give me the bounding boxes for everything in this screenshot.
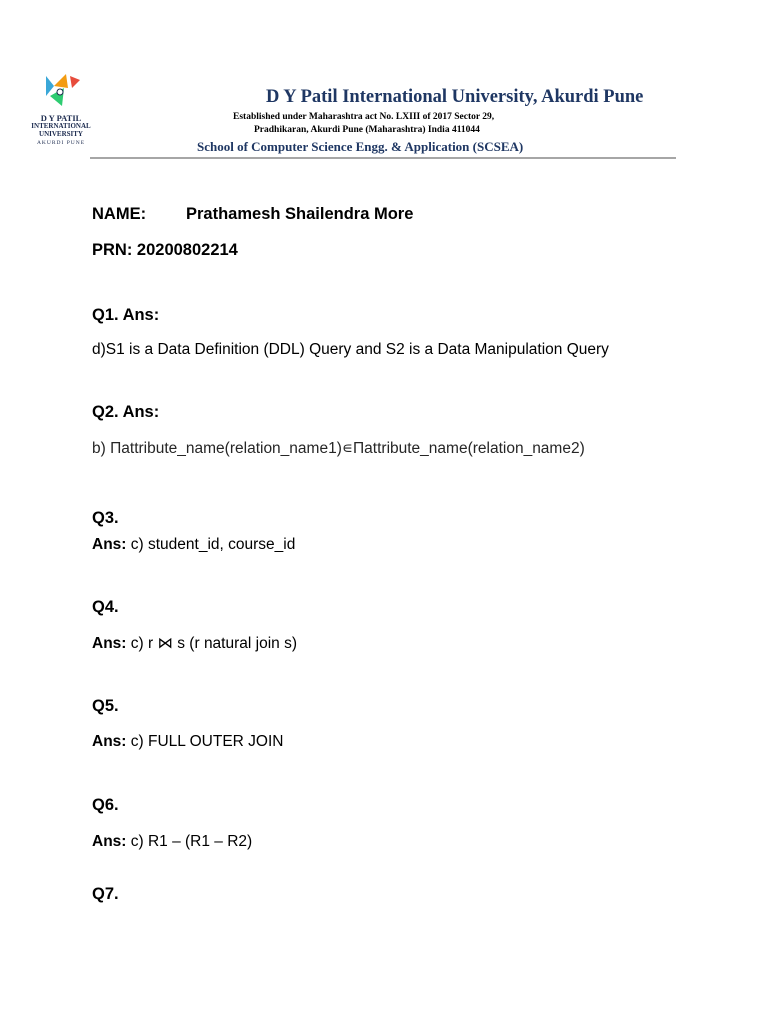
answer-q4: c) r ⋈ s (r natural join s) bbox=[126, 635, 297, 652]
answer-row-q5 bbox=[92, 733, 283, 751]
prn: PRN: 20200802214 bbox=[92, 241, 238, 259]
answer-q1: d)S1 is a Data Definition (DDL) Query and S2 is a Data Manipulation Query bbox=[92, 341, 609, 358]
university-emblem-icon bbox=[40, 72, 84, 112]
question-label-q4: Q4. bbox=[92, 598, 119, 616]
answer-row-q6 bbox=[92, 833, 252, 851]
name-value: Prathamesh Shailendra More bbox=[186, 205, 414, 223]
question-label-q7: Q7. bbox=[92, 885, 119, 903]
establishment-line2: Pradhikaran, Akurdi Pune (Maharashtra) India 411044 bbox=[254, 125, 480, 135]
logo-text-line1: D Y PATIL bbox=[40, 113, 82, 123]
logo-text-line2: INTERNATIONAL bbox=[31, 122, 91, 130]
name-label: NAME: bbox=[92, 205, 147, 223]
ans-label-q4: Ans: bbox=[92, 635, 127, 652]
question-label-q3: Q3. bbox=[92, 509, 119, 527]
university-title: D Y Patil International University, Akurdi Pune bbox=[266, 87, 644, 107]
establishment-line1: Established under Maharashtra act No. LXIII of 2017 Sector 29, bbox=[233, 112, 495, 122]
establishment-info bbox=[233, 111, 494, 137]
question-label-q1: Q1. Ans: bbox=[92, 306, 160, 324]
question-label-q6: Q6. bbox=[92, 796, 119, 814]
school-name: School of Computer Science Engg. & Application (SCSEA) bbox=[197, 139, 524, 154]
answer-q2: b) Πattribute_name(relation_name1)∊Πattribute_name(relation_name2) bbox=[92, 440, 585, 457]
logo-text-line4: AKURDI PUNE bbox=[36, 140, 86, 146]
header-divider bbox=[90, 157, 676, 159]
answer-q5: c) FULL OUTER JOIN bbox=[126, 733, 284, 750]
answer-row-q3 bbox=[92, 536, 295, 554]
question-label-q2: Q2. Ans: bbox=[92, 403, 160, 421]
ans-label-q5: Ans: bbox=[92, 733, 127, 750]
ans-label-q6: Ans: bbox=[92, 833, 127, 850]
answer-q3: c) student_id, course_id bbox=[126, 536, 296, 553]
answer-q6: c) R1 – (R1 – R2) bbox=[126, 833, 253, 850]
answer-row-q4 bbox=[92, 634, 297, 653]
logo-text-line3: UNIVERSITY bbox=[39, 130, 83, 138]
university-logo bbox=[22, 72, 100, 152]
ans-label-q3: Ans: bbox=[92, 536, 127, 553]
question-label-q5: Q5. bbox=[92, 697, 119, 715]
